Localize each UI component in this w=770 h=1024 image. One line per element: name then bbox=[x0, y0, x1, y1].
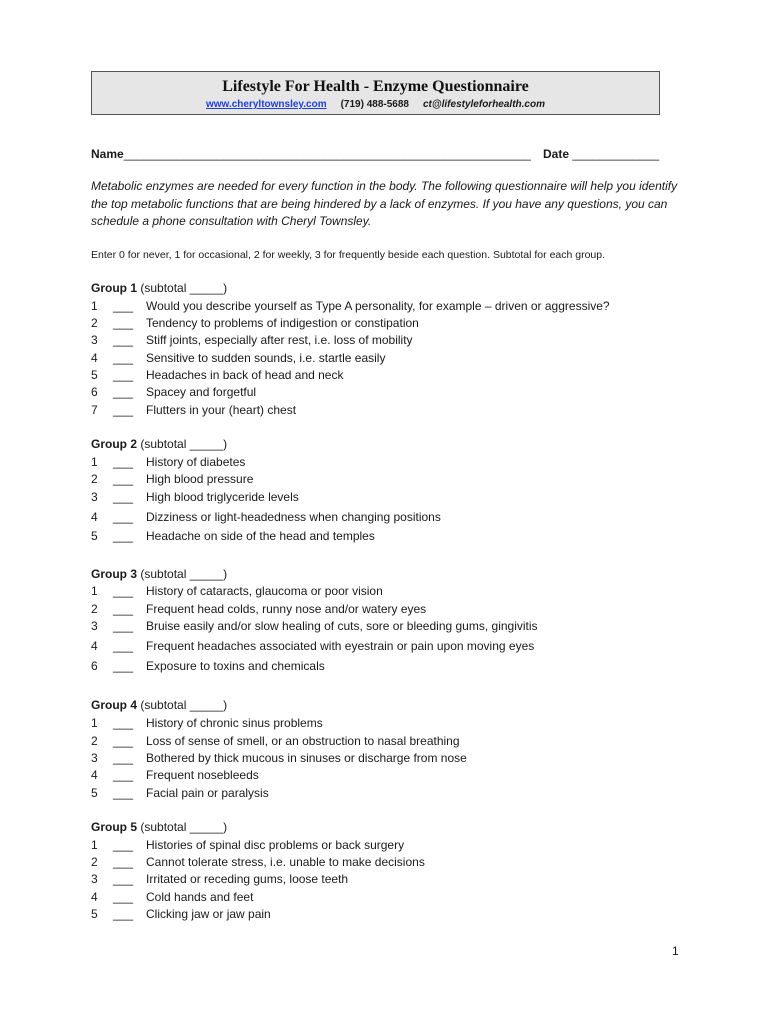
group-title: Group 5 bbox=[91, 820, 138, 834]
group-title: Group 4 bbox=[91, 698, 138, 712]
question-number: 2 bbox=[91, 855, 98, 869]
question-number: 1 bbox=[91, 299, 98, 313]
question-number: 4 bbox=[91, 351, 98, 365]
group-subtotal[interactable]: (subtotal _____) bbox=[137, 820, 228, 834]
question-number: 7 bbox=[91, 403, 98, 417]
answer-blank[interactable]: ___ bbox=[113, 529, 134, 543]
question-number: 5 bbox=[91, 368, 98, 382]
question-text: Spacey and forgetful bbox=[146, 385, 257, 399]
group-subtotal[interactable]: (subtotal _____) bbox=[137, 698, 228, 712]
answer-blank[interactable]: ___ bbox=[113, 403, 134, 417]
question-text: Histories of spinal disc problems or back surgery bbox=[146, 838, 405, 852]
answer-blank[interactable]: ___ bbox=[113, 786, 134, 800]
answer-blank[interactable]: ___ bbox=[113, 639, 134, 653]
answer-blank[interactable]: ___ bbox=[113, 855, 134, 869]
question-text: Headache on side of the head and temples bbox=[146, 529, 375, 543]
question-number: 1 bbox=[91, 455, 98, 469]
intro-paragraph: Metabolic enzymes are needed for every function in the body. The following questionnaire will help you identify the top metabolic functions that are being hindered by a lack of enzymes. If you have any questions, you can schedule a phone consultation with Cheryl Townsley. bbox=[91, 179, 678, 228]
group-subtotal[interactable]: (subtotal _____) bbox=[137, 437, 228, 451]
question-text: Would you describe yourself as Type A personality, for example – driven or aggressive? bbox=[146, 299, 610, 313]
question-text: Headaches in back of head and neck bbox=[146, 368, 344, 382]
document-title: Lifestyle For Health - Enzyme Questionnaire bbox=[222, 78, 529, 95]
question-text: Facial pain or paralysis bbox=[146, 786, 269, 800]
answer-blank[interactable]: ___ bbox=[113, 351, 134, 365]
answer-blank[interactable]: ___ bbox=[113, 385, 134, 399]
name-field[interactable] bbox=[91, 147, 531, 161]
date-field[interactable] bbox=[543, 147, 659, 161]
question-number: 5 bbox=[91, 786, 98, 800]
question-text: Flutters in your (heart) chest bbox=[146, 403, 297, 417]
question-text: History of chronic sinus problems bbox=[146, 716, 323, 730]
question-number: 3 bbox=[91, 751, 98, 765]
header-box bbox=[91, 71, 660, 115]
answer-blank[interactable]: ___ bbox=[113, 490, 134, 504]
question-number: 4 bbox=[91, 639, 98, 653]
contact-line bbox=[92, 99, 659, 111]
answer-blank[interactable]: ___ bbox=[113, 510, 134, 524]
question-number: 3 bbox=[91, 619, 98, 633]
answer-blank[interactable]: ___ bbox=[113, 333, 134, 347]
question-text: High blood triglyceride levels bbox=[146, 490, 299, 504]
website-link[interactable]: www.cheryltownsley.com bbox=[206, 99, 327, 110]
question-text: Cold hands and feet bbox=[146, 890, 254, 904]
answer-blank[interactable]: ___ bbox=[113, 584, 134, 598]
answer-blank[interactable]: ___ bbox=[113, 602, 134, 616]
question-number: 3 bbox=[91, 333, 98, 347]
question-text: Bruise easily and/or slow healing of cuts, sore or bleeding gums, gingivitis bbox=[146, 619, 538, 633]
question-text: Tendency to problems of indigestion or constipation bbox=[146, 316, 419, 330]
answer-blank[interactable]: ___ bbox=[113, 838, 134, 852]
question-number: 2 bbox=[91, 472, 98, 486]
answer-blank[interactable]: ___ bbox=[113, 872, 134, 886]
question-text: Frequent head colds, runny nose and/or watery eyes bbox=[146, 602, 427, 616]
group-subtotal[interactable]: (subtotal _____) bbox=[137, 281, 228, 295]
question-number: 1 bbox=[91, 584, 98, 598]
question-text: Frequent nosebleeds bbox=[146, 768, 259, 782]
name-line: _____________________________________________________________ bbox=[123, 147, 531, 161]
question-number: 6 bbox=[91, 659, 98, 673]
question-text: High blood pressure bbox=[146, 472, 254, 486]
question-text: Irritated or receding gums, loose teeth bbox=[146, 872, 349, 886]
answer-blank[interactable]: ___ bbox=[113, 751, 134, 765]
question-text: Loss of sense of smell, or an obstruction to nasal breathing bbox=[146, 734, 460, 748]
question-text: Cannot tolerate stress, i.e. unable to make decisions bbox=[146, 855, 425, 869]
date-line: _____________ bbox=[572, 147, 660, 161]
question-text: Frequent headaches associated with eyestrain or pain upon moving eyes bbox=[146, 639, 535, 653]
question-text: Clicking jaw or jaw pain bbox=[146, 907, 271, 921]
answer-blank[interactable]: ___ bbox=[113, 907, 134, 921]
answer-blank[interactable]: ___ bbox=[113, 716, 134, 730]
name-label: Name bbox=[91, 147, 124, 161]
answer-blank[interactable]: ___ bbox=[113, 768, 134, 782]
question-number: 1 bbox=[91, 716, 98, 730]
answer-blank[interactable]: ___ bbox=[113, 455, 134, 469]
answer-blank[interactable]: ___ bbox=[113, 659, 134, 673]
question-number: 4 bbox=[91, 768, 98, 782]
question-number: 3 bbox=[91, 872, 98, 886]
group-header bbox=[91, 280, 227, 296]
answer-blank[interactable]: ___ bbox=[113, 368, 134, 382]
question-number: 2 bbox=[91, 316, 98, 330]
question-text: Sensitive to sudden sounds, i.e. startle easily bbox=[146, 351, 386, 365]
question-number: 4 bbox=[91, 510, 98, 524]
email-address: ct@lifestyleforhealth.com bbox=[422, 99, 545, 110]
question-number: 3 bbox=[91, 490, 98, 504]
question-text: Stiff joints, especially after rest, i.e. loss of mobility bbox=[146, 333, 413, 347]
answer-blank[interactable]: ___ bbox=[113, 316, 134, 330]
group-header bbox=[91, 819, 227, 835]
answer-blank[interactable]: ___ bbox=[113, 734, 134, 748]
phone-number: (719) 488-5688 bbox=[340, 99, 409, 110]
group-title: Group 3 bbox=[91, 567, 138, 581]
group-header bbox=[91, 566, 227, 582]
question-number: 5 bbox=[91, 529, 98, 543]
date-label: Date bbox=[543, 147, 570, 161]
question-number: 6 bbox=[91, 385, 98, 399]
question-text: Dizziness or light-headedness when changing positions bbox=[146, 510, 441, 524]
question-number: 2 bbox=[91, 602, 98, 616]
question-number: 4 bbox=[91, 890, 98, 904]
instructions-text: Enter 0 for never, 1 for occasional, 2 for weekly, 3 for frequently beside each question. Subtotal for each group. bbox=[91, 249, 606, 261]
page-number: 1 bbox=[672, 944, 679, 958]
answer-blank[interactable]: ___ bbox=[113, 472, 134, 486]
group-title: Group 2 bbox=[91, 437, 138, 451]
question-number: 2 bbox=[91, 734, 98, 748]
question-text: Bothered by thick mucous in sinuses or discharge from nose bbox=[146, 751, 467, 765]
answer-blank[interactable]: ___ bbox=[113, 619, 134, 633]
question-number: 5 bbox=[91, 907, 98, 921]
question-number: 1 bbox=[91, 838, 98, 852]
question-text: Exposure to toxins and chemicals bbox=[146, 659, 325, 673]
question-text: History of diabetes bbox=[146, 455, 246, 469]
group-header bbox=[91, 697, 227, 713]
group-title: Group 1 bbox=[91, 281, 138, 295]
group-header bbox=[91, 436, 227, 452]
group-subtotal[interactable]: (subtotal _____) bbox=[137, 567, 228, 581]
answer-blank[interactable]: ___ bbox=[113, 890, 134, 904]
answer-blank[interactable]: ___ bbox=[113, 299, 134, 313]
question-text: History of cataracts, glaucoma or poor vision bbox=[146, 584, 383, 598]
